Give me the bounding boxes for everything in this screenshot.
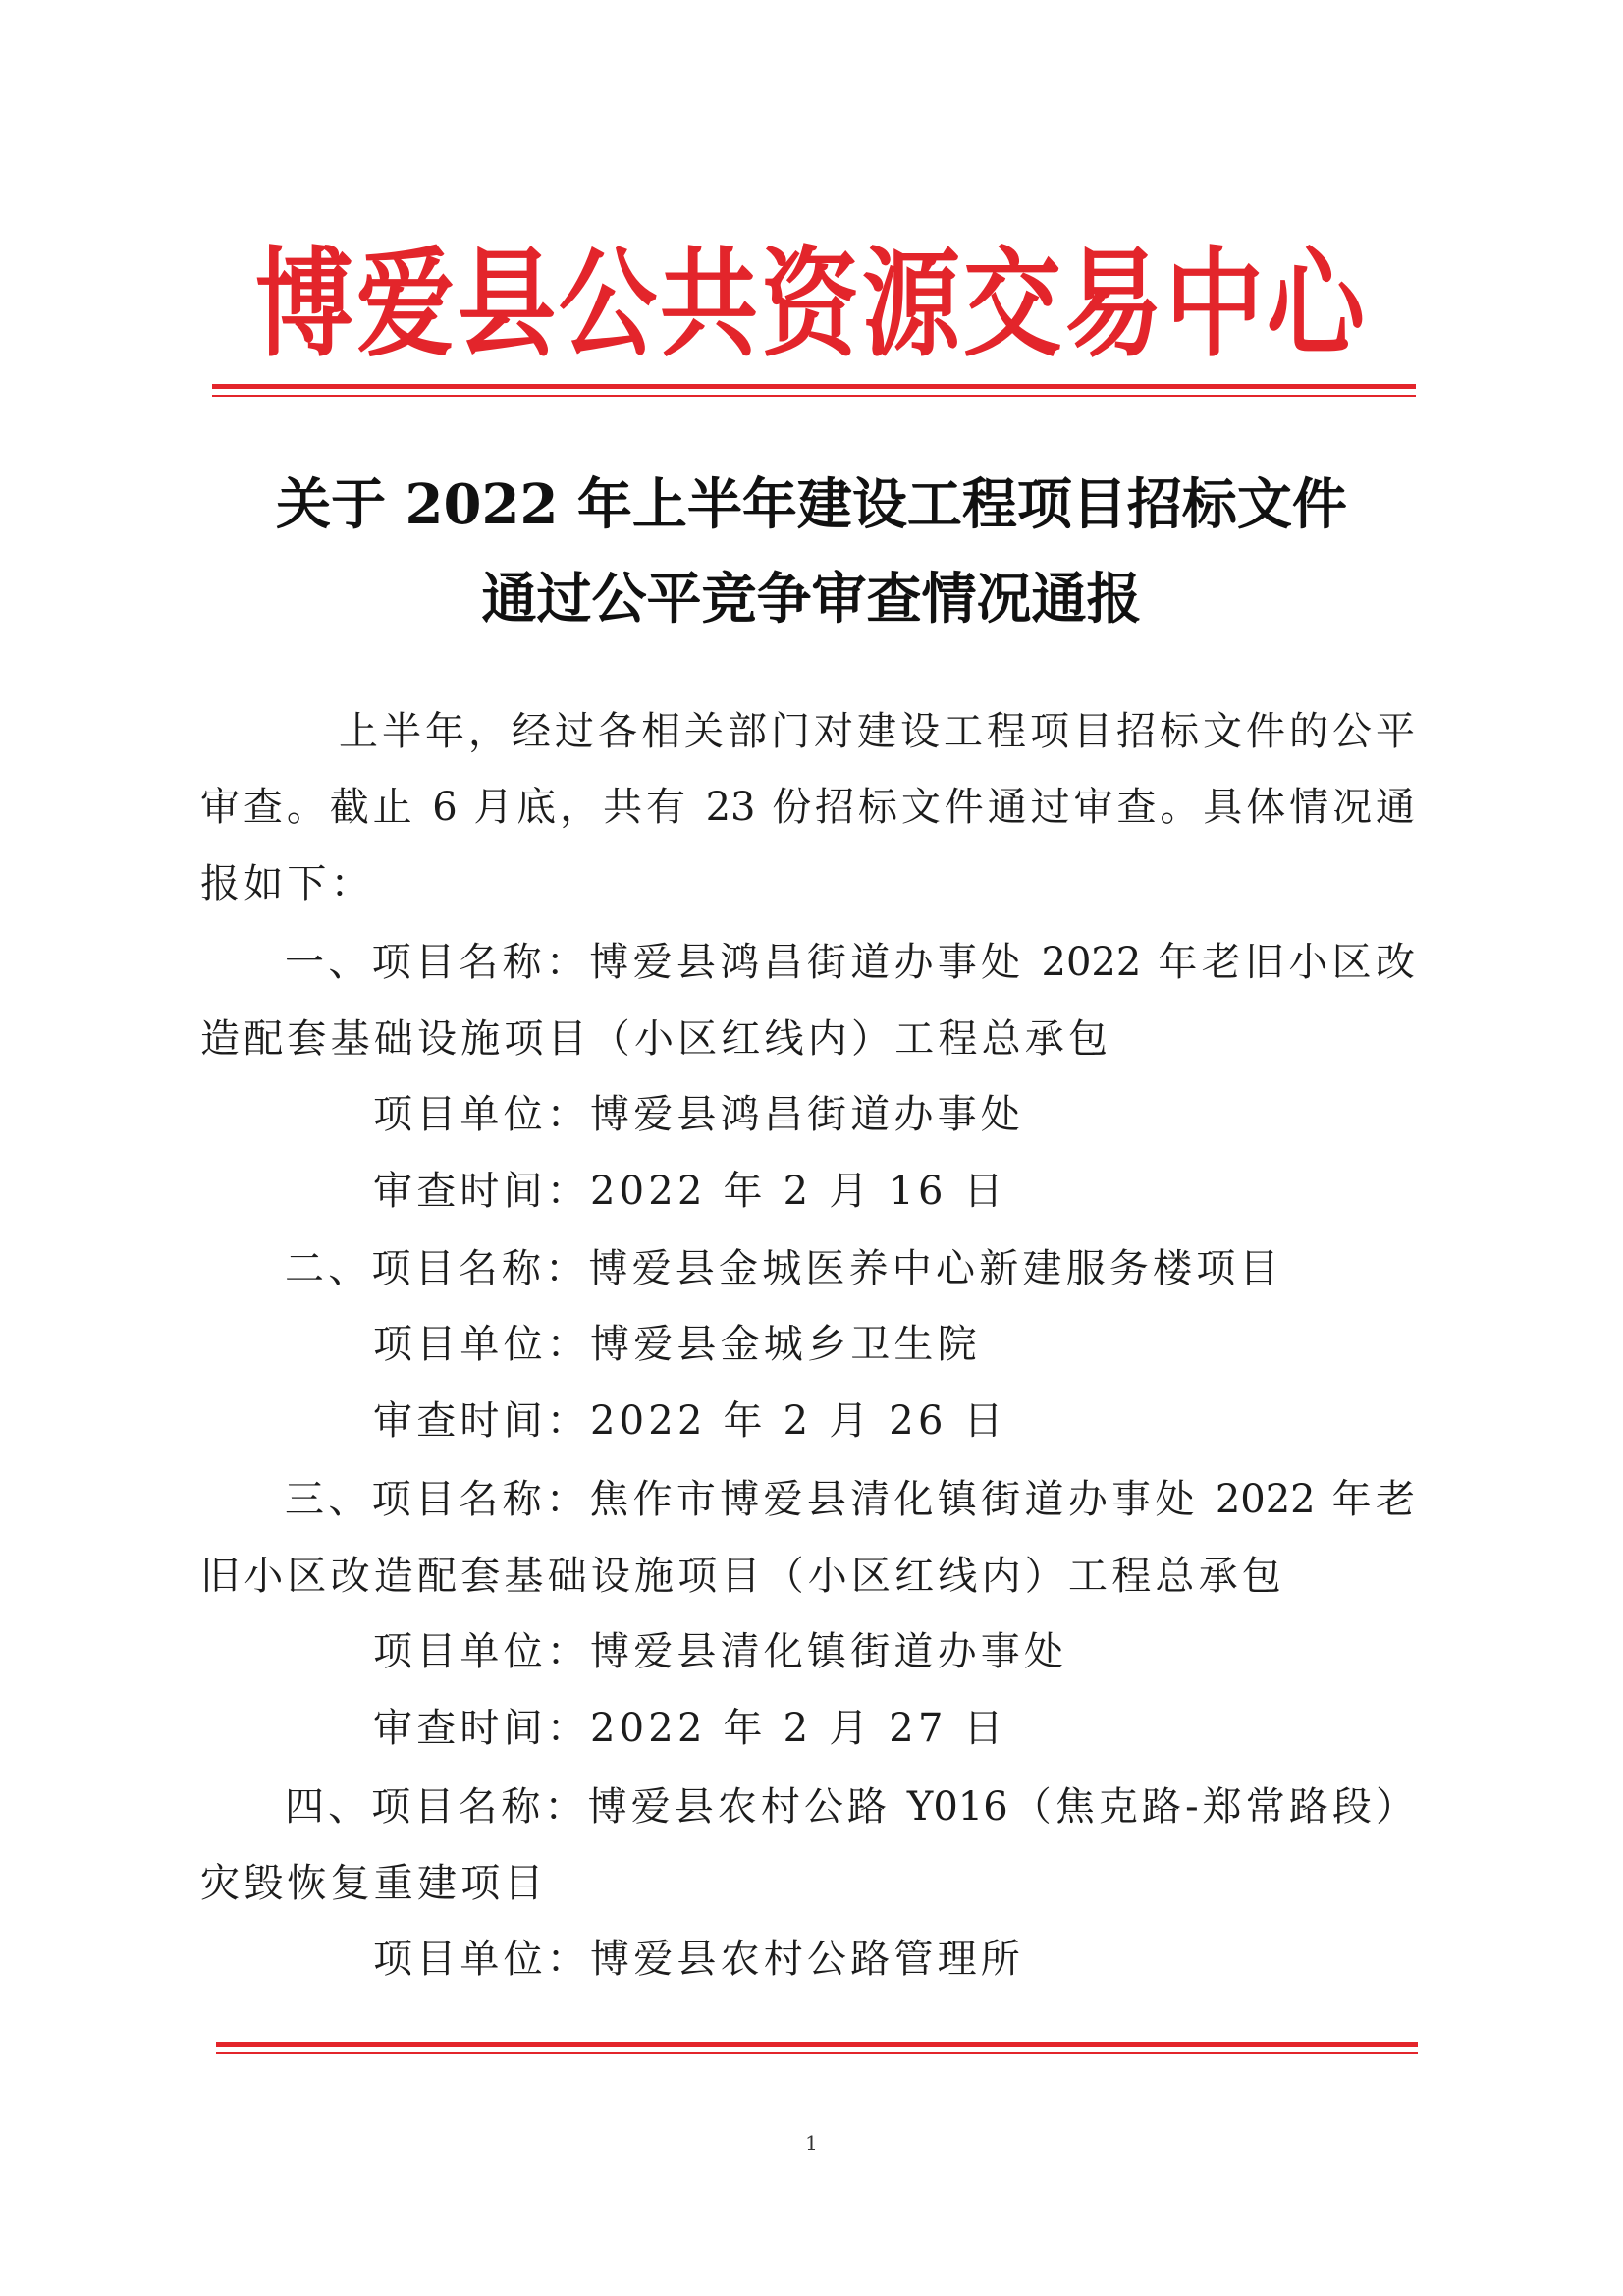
- project-3-name-line-1: 三、项目名称：焦作市博爱县清化镇街道办事处 2022 年老: [285, 1477, 1415, 1522]
- red-header-org-name: 博爱县公共资源交易中心: [255, 234, 1368, 373]
- rule-thin-line: [216, 2052, 1418, 2054]
- project-2-name-line-1: 二、项目名称：博爱县金城医养中心新建服务楼项目: [285, 1246, 1283, 1291]
- project-3-name-line-2: 旧小区改造配套基础设施项目（小区红线内）工程总承包: [200, 1554, 1285, 1599]
- intro-line-1: 上半年，经过各相关部门对建设工程项目招标文件的公平: [339, 709, 1415, 754]
- footer-red-double-rule: [216, 2042, 1418, 2054]
- intro-line-3: 报如下：: [200, 861, 374, 906]
- document-title-line-1: 关于 2022 年上半年建设工程项目招标文件: [276, 472, 1347, 537]
- document-title-line-2: 通过公平竞争审查情况通报: [481, 567, 1142, 631]
- header-red-double-rule: [212, 384, 1416, 397]
- project-4-name-line-1: 四、项目名称：博爱县农村公路 Y016（焦克路-郑常路段）: [285, 1784, 1415, 1830]
- project-3-unit: 项目单位：博爱县清化镇街道办事处: [373, 1629, 1068, 1674]
- intro-line-2: 审查。截止 6 月底，共有 23 份招标文件通过审查。具体情况通: [200, 785, 1415, 830]
- project-4-unit: 项目单位：博爱县农村公路管理所: [373, 1937, 1024, 1982]
- project-1-name-line-1: 一、项目名称：博爱县鸿昌街道办事处 2022 年老旧小区改: [285, 940, 1415, 985]
- project-1-unit: 项目单位：博爱县鸿昌街道办事处: [373, 1092, 1024, 1137]
- project-2-unit: 项目单位：博爱县金城乡卫生院: [373, 1322, 981, 1367]
- project-1-review-date: 审查时间：2022 年 2 月 16 日: [373, 1169, 1007, 1214]
- rule-thin-line: [212, 395, 1416, 397]
- project-4-name-line-2: 灾毁恢复重建项目: [200, 1861, 548, 1906]
- project-1-name-line-2: 造配套基础设施项目（小区红线内）工程总承包: [200, 1016, 1112, 1062]
- page-number: 1: [805, 2131, 818, 2155]
- project-3-review-date: 审查时间：2022 年 2 月 27 日: [373, 1706, 1007, 1751]
- project-2-review-date: 审查时间：2022 年 2 月 26 日: [373, 1398, 1007, 1444]
